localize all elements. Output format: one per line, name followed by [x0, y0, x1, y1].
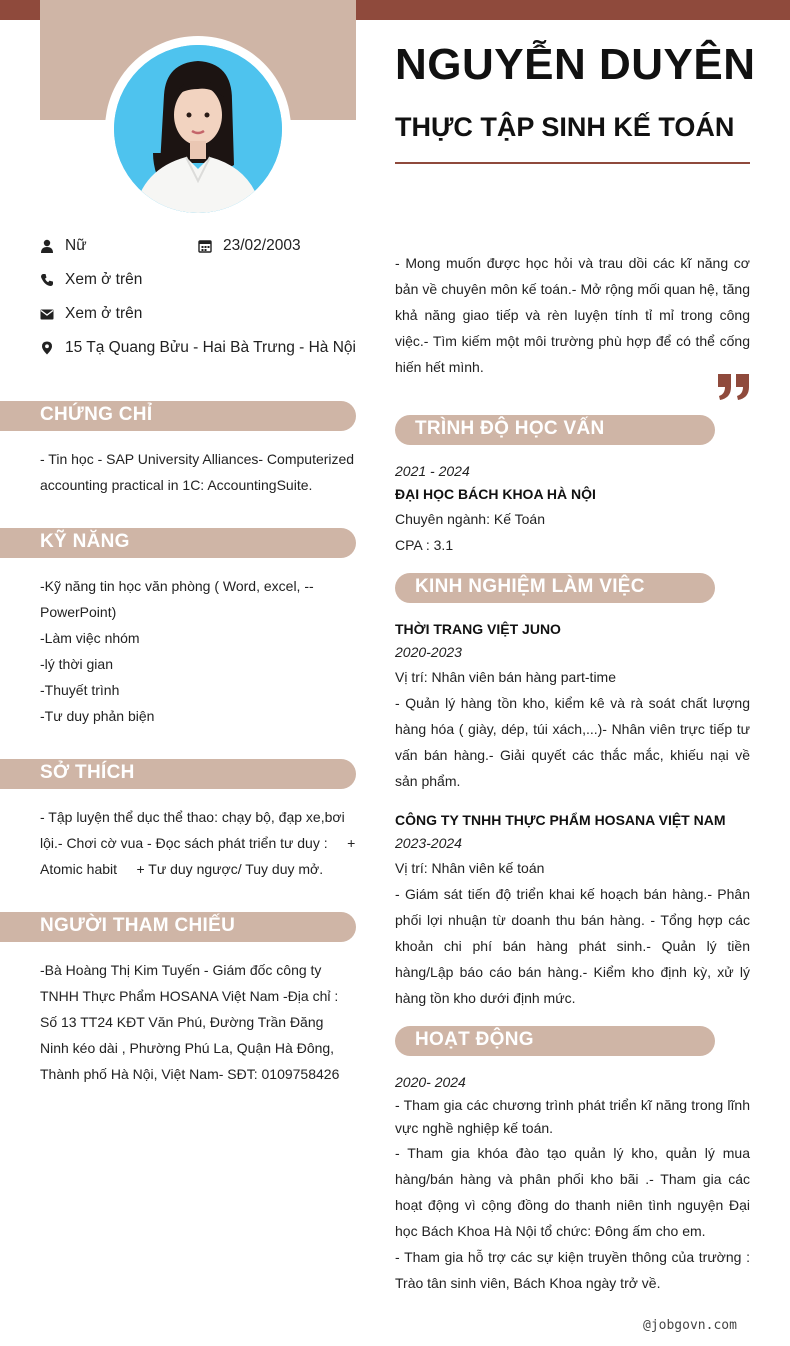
education-major: Chuyên ngành: Kế Toán	[395, 511, 545, 527]
references-text: -Bà Hoàng Thị Kim Tuyến - Giám đốc công ty TNHH Thực Phẩm HOSANA Việt Nam -Địa chỉ : Số 13 TT24 KĐT Văn Phú, Đường Trần Đăng Ninh kéo dài , Phường Phú La, Quận Hà Đông, Thành phố Hà Nội, Việt Nam- SĐT: 0109758426	[40, 962, 340, 1082]
user-icon	[40, 239, 54, 253]
phone-icon	[40, 273, 54, 287]
section-activities-title: HOẠT ĐỘNG	[415, 1029, 534, 1050]
job-years: 2023-2024	[395, 835, 462, 851]
skills-list	[40, 573, 340, 729]
section-education-title: TRÌNH ĐỘ HỌC VẤN	[415, 418, 605, 439]
skill-item: -Làm việc nhóm	[40, 630, 140, 646]
education-cpa: CPA : 3.1	[395, 537, 454, 553]
title-divider	[395, 162, 750, 164]
section-experience-title: KINH NGHIỆM LÀM VIỆC	[415, 576, 645, 597]
envelope-icon	[40, 307, 54, 321]
section-hobbies-title: SỞ THÍCH	[40, 762, 135, 783]
job-company: THỜI TRANG VIỆT JUNO	[395, 621, 561, 637]
skill-item: -Kỹ năng tin học văn phòng ( Word, excel, --PowerPoint)	[40, 578, 314, 620]
calendar-icon	[198, 239, 212, 253]
job-position: Vị trí: Nhân viên bán hàng part-time	[395, 669, 617, 685]
hobbies-text: - Tập luyện thể dục thể thao: chạy bộ, đạp xe,bơi lội.- Chơi cờ vua - Đọc sách phát triển tư duy : + Atomic habit + Tư duy ngược/ Tuy duy mở.	[40, 809, 359, 877]
skill-item: -Tư duy phản biện	[40, 708, 155, 724]
quote-icon	[716, 372, 752, 402]
phone-text: Xem ở trên	[65, 271, 143, 288]
section-experience-header	[395, 573, 715, 603]
section-certificates-header	[0, 401, 356, 431]
job-years: 2020-2023	[395, 644, 462, 660]
info-phone	[40, 271, 142, 289]
job-description: - Giám sát tiến độ triển khai kế hoạch bán hàng.- Phân phối lợi nhuận từ doanh thu bán hàng. - Tổng hợp các khoản chi phí bán hàng phát sinh.- Quản lý tiền hàng/Lập báo cáo bán hàng.- Kiểm kho định kỳ, xử lý hàng tồn kho dưới định mức.	[395, 886, 750, 1006]
info-gender	[40, 237, 87, 255]
info-email	[40, 305, 142, 323]
skill-item: -Thuyết trình	[40, 682, 120, 698]
email-text: Xem ở trên	[65, 305, 143, 322]
location-pin-icon	[40, 341, 54, 355]
avatar	[114, 45, 282, 213]
section-hobbies-header	[0, 759, 356, 789]
section-skills-title: KỸ NĂNG	[40, 531, 130, 552]
job-description: - Quản lý hàng tồn kho, kiểm kê và rà soát chất lượng hàng hóa ( giày, dép, túi xách,...)- Nhân viên trực tiếp tư vấn bán hàng.- Giải quyết các thắc mắc, khiếu nại về sản phẩm.	[395, 695, 750, 789]
activity-item: - Tham gia hỗ trợ các sự kiện truyền thông của trường : Trào tân sinh viên, Bách Khoa ngày trở về.	[395, 1249, 750, 1291]
career-objective: - Mong muốn được học hỏi và trau dồi các kĩ năng cơ bản về chuyên môn kế toán.- Mở rộng mối quan hệ, tăng khả năng giao tiếp và rèn luyện tính tỉ mỉ trong công việc.- Tìm kiếm một môi trường phù hợp để có thể cống hiến hết mình.	[395, 255, 750, 375]
activity-item: - Tham gia các chương trình phát triển kĩ năng trong lĩnh vực nghề nghiệp kế toán.	[395, 1097, 750, 1136]
certificates-text: - Tin học - SAP University Alliances- Computerized accounting practical in 1C: AccountingSuite.	[40, 451, 355, 493]
gender-text: Nữ	[65, 237, 87, 254]
candidate-name: NGUYỄN DUYÊN	[395, 40, 756, 89]
info-address	[40, 339, 356, 357]
activities-years: 2020- 2024	[395, 1074, 466, 1090]
section-references-header	[0, 912, 356, 942]
section-activities-header	[395, 1026, 715, 1056]
info-birthday	[198, 237, 301, 255]
job-company: CÔNG TY TNHH THỰC PHẨM HOSANA VIỆT NAM	[395, 812, 726, 828]
education-years: 2021 - 2024	[395, 463, 470, 479]
job-position: Vị trí: Nhân viên kế toán	[395, 860, 545, 876]
footer-watermark: @jobgovn.com	[643, 1318, 737, 1333]
section-skills-header	[0, 528, 356, 558]
section-education-header	[395, 415, 715, 445]
skill-item: -lý thời gian	[40, 656, 113, 672]
birthday-text: 23/02/2003	[223, 237, 301, 254]
address-text: 15 Tạ Quang Bửu - Hai Bà Trưng - Hà Nội	[65, 339, 356, 356]
education-school: ĐẠI HỌC BÁCH KHOA HÀ NỘI	[395, 486, 596, 502]
candidate-role: THỰC TẬP SINH KẾ TOÁN	[395, 112, 735, 142]
section-certificates-title: CHỨNG CHỈ	[40, 404, 153, 425]
activity-item: - Tham gia khóa đào tạo quản lý kho, quản lý mua hàng/bán hàng và phân phối kho bãi .- Tham gia các hoạt động vì cộng đồng do thanh niên tình nguyện Đại học Bách Khoa Hà Nội tổ chức: Đông ấm cho em.	[395, 1145, 750, 1239]
section-references-title: NGƯỜI THAM CHIẾU	[40, 915, 236, 936]
